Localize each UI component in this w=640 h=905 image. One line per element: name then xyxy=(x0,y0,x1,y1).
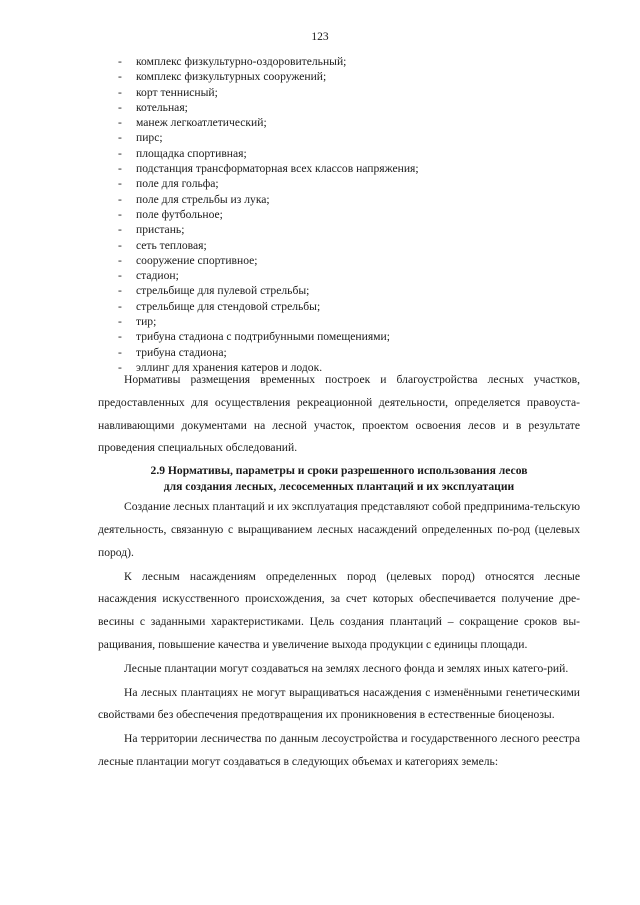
paragraph-plantation-creation: Создание лесных плантаций и их эксплуатация представляют собой предпринима-тельскую деятельность, связанную с выращиванием лесных насаждений определенных по-род (целевых пород). xyxy=(98,500,580,559)
list-item: - комплекс физкультурно-оздоровительный; xyxy=(118,54,578,69)
paragraph-recreation-norms: Нормативы размещения временных построек и благоустройства лесных участков, предоставленных для осуществления рекреационной деятельности, определяется правоуста-навливающими документами на лесной участок, проектом освоения лесов и в результате проведения специальных обследований. xyxy=(98,373,580,455)
list-item: - поле футбольное; xyxy=(118,207,578,222)
paragraph-genetic-modification: На лесных плантациях не могут выращиваться насаждения с изменёнными генетическими свойствами без обеспечения предотвращения их проникновения в естественные биоценозы. xyxy=(98,685,580,722)
section-heading-line-1: 2.9 Нормативы, параметры и сроки разрешенного использования лесов xyxy=(150,464,528,478)
paragraph-target-species: К лесным насаждениям определенных пород (целевых пород) относятся лесные насаждения искусственного происхождения, за счет которых обеспечивается получение дре-весины с заданными характеристиками. Цель создания плантаций – сокращение сроков вы-ращивания, повышение качества и увеличение выхода продукции с единицы площади. xyxy=(98,569,580,651)
list-item: - подстанция трансформаторная всех классов напряжения; xyxy=(118,161,578,176)
list-item: - манеж легкоатлетический; xyxy=(118,115,578,130)
list-item: - стрельбище для пулевой стрельбы; xyxy=(118,283,578,298)
list-item: - тир; xyxy=(118,314,578,329)
list-item: - сеть тепловая; xyxy=(118,238,578,253)
section-heading-line-2: для создания лесных, лесосеменных плантаций и их эксплуатации xyxy=(163,479,515,493)
list-item: - трибуна стадиона с подтрибунными помещениями; xyxy=(118,329,578,344)
paragraph-land-categories: Лесные плантации могут создаваться на землях лесного фонда и землях иных катего-рий. xyxy=(124,661,569,675)
list-item: - площадка спортивная; xyxy=(118,146,578,161)
list-item: - поле для гольфа; xyxy=(118,176,578,191)
page-number: 123 xyxy=(311,31,329,43)
list-item: - стадион; xyxy=(118,268,578,283)
paragraph-volumes: На территории лесничества по данным лесоустройства и государственного лесного реестра лесные плантации могут создаваться в следующих объемах и категориях земель: xyxy=(98,732,580,768)
list-item: - котельная; xyxy=(118,100,578,115)
list-item: - поле для стрельбы из лука; xyxy=(118,192,578,207)
list-item: - эллинг для хранения катеров и лодок. xyxy=(118,360,578,375)
section-heading xyxy=(98,463,580,494)
body-text xyxy=(98,369,580,774)
list-item: - сооружение спортивное; xyxy=(118,253,578,268)
list-item: - комплекс физкультурных сооружений; xyxy=(118,69,578,84)
list-item: - пирс; xyxy=(118,130,578,145)
list-item: - стрельбище для стендовой стрельбы; xyxy=(118,299,578,314)
facility-list xyxy=(118,54,578,375)
list-item: - трибуна стадиона; xyxy=(118,345,578,360)
list-item: - корт теннисный; xyxy=(118,85,578,100)
list-item: - пристань; xyxy=(118,222,578,237)
